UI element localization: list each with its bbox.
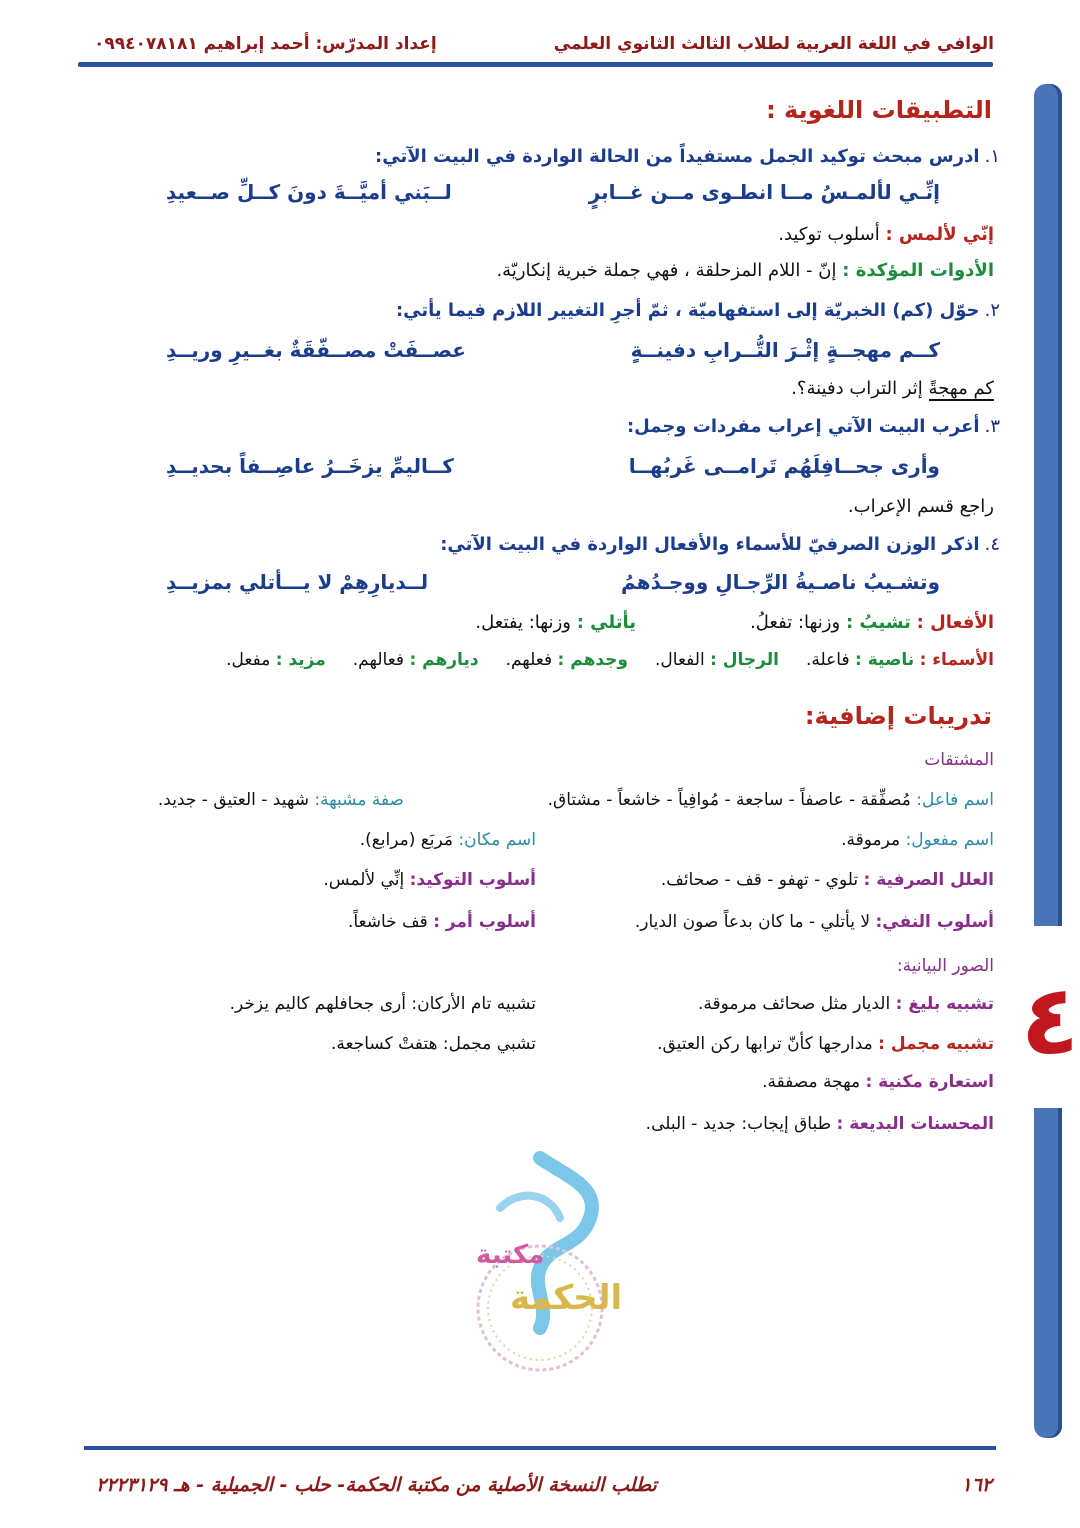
- question-number: ٣.: [984, 416, 1000, 437]
- item-text: طباق إيجاب: جديد - البلى.: [645, 1114, 832, 1134]
- footer-text: تطلب النسخة الأصلية من مكتبة الحكمة- حلب - الجميلية - هـ ٢٢٢٣١٢٩: [96, 1474, 657, 1496]
- question-1: [375, 146, 1000, 167]
- question-text: اذكر الوزن الصرفيّ للأسماء والأفعال الواردة في البيت الآتي:: [440, 534, 980, 555]
- noun-word: ناصية :: [855, 650, 915, 670]
- q2-answer: [791, 378, 994, 399]
- logo-line-1: مكتبة: [476, 1240, 545, 1270]
- q1-answer-1: [778, 224, 994, 245]
- item-label: اسم مفعول:: [905, 830, 994, 850]
- answer-text: إثر التراب دفينة؟.: [791, 378, 923, 399]
- ilal-line: [661, 870, 994, 890]
- question-3: [627, 416, 1000, 437]
- verbs-line: [750, 612, 994, 633]
- q3-answer: راجع قسم الإعراب.: [847, 496, 994, 517]
- footer-rule: [84, 1446, 996, 1450]
- question-2: [396, 300, 1000, 321]
- item-text: إنِّي لألمس.: [323, 870, 405, 890]
- header-author: إعداد المدرّس: أحمد إبراهيم ٠٩٩٤٠٧٨١٨١: [94, 34, 437, 54]
- library-logo: [440, 1148, 640, 1378]
- verb-weight: وزنها: تفعلُ.: [750, 612, 841, 633]
- mujmal-line: [657, 1034, 994, 1054]
- question-text: ادرس مبحث توكيد الجمل مستفيداً من الحالة الواردة في البيت الآتي:: [375, 146, 980, 167]
- verse-2-right: كــم مهجــةٍ إثْـرَ التُّــرابِ دفينــةٍ: [630, 338, 940, 362]
- answer-label: الأدوات المؤكدة :: [842, 260, 994, 281]
- item-text: مُصفِّقة - عاصفاً - ساجعة - مُوافِياً - خاشعاً - مشتاق.: [547, 790, 911, 810]
- nouns-label: الأسماء :: [919, 650, 994, 670]
- item-label: تشبيه مجمل :: [878, 1034, 994, 1054]
- item-label: اسم مكان:: [458, 830, 536, 850]
- verse-3-left: كــاليمِّ يزخَــرُ عاصِــفاً بحديــدِ: [166, 454, 454, 478]
- item-text: مهجة مصفقة.: [762, 1072, 861, 1092]
- section-title-extra-exercises: تدريبات إضافية:: [804, 702, 992, 730]
- side-tab-number: ٤: [1020, 964, 1080, 1076]
- question-text: أعرب البيت الآتي إعراب مفردات وجمل:: [626, 416, 980, 437]
- noun-weight: مفعل.: [226, 650, 271, 670]
- istiara-line: [762, 1072, 994, 1092]
- question-number: ١.: [984, 146, 1000, 167]
- figures-title: الصور البيانية:: [896, 956, 994, 976]
- tam-line: تشبيه تام الأركان: أرى جحافلهم كاليم يزخر.: [229, 994, 536, 1014]
- side-tab-top: [1034, 84, 1062, 926]
- item-text: مدارجها كأنّ ترابها ركن العتيق.: [657, 1034, 873, 1054]
- nafi-line: [635, 912, 994, 932]
- nouns-line: [226, 650, 994, 670]
- answer-text: أسلوب توكيد.: [778, 224, 880, 245]
- derivatives-title: المشتقات: [924, 750, 994, 770]
- item-text: قف خاشعاً.: [347, 912, 428, 932]
- verbs-label: الأفعال :: [916, 612, 994, 633]
- page-number: ١٦٢: [961, 1474, 992, 1496]
- amr-line: [348, 912, 536, 932]
- answer-underlined: كم مهجةً: [928, 378, 994, 399]
- item-text: شهيد - العتيق - جديد.: [157, 790, 309, 810]
- noun-word: وجدهم :: [557, 650, 628, 670]
- noun-weight: فاعلة.: [806, 650, 850, 670]
- item-label: المحسنات البديعة :: [836, 1114, 994, 1134]
- verb-weight: وزنها: يفتعل.: [475, 612, 571, 633]
- item-text: تلوي - تهفو - قف - صحائف.: [660, 870, 859, 890]
- side-tab-bottom: [1034, 1108, 1062, 1438]
- verse-4-right: وتشـيبُ ناصـيةُ الرِّجـالِ ووجـدُهمُ: [621, 570, 940, 594]
- noun-weight: الفعال.: [655, 650, 705, 670]
- noun-word: ديارهم :: [409, 650, 479, 670]
- item-label: صفة مشبهة:: [314, 790, 404, 810]
- item-text: مرموقة.: [841, 830, 901, 850]
- q1-answer-2: [496, 260, 994, 281]
- verse-2-left: عصــفَتْ مصــفّقَةٌ بغــيرِ وريــدِ: [166, 338, 466, 362]
- item-label: أسلوب التوكيد:: [409, 870, 536, 890]
- header-rule: [78, 62, 993, 67]
- verse-3-right: وأرى جحــافِلَهُم تَرامــى غَربُهــا: [628, 454, 940, 478]
- item-label: استعارة مكنية :: [865, 1072, 994, 1092]
- question-4: [440, 534, 1000, 555]
- item-label: أسلوب أمر :: [433, 912, 536, 932]
- maf3ul-line: [841, 830, 994, 850]
- item-label: تشبيه بليغ :: [895, 994, 994, 1014]
- item-label: العلل الصرفية :: [863, 870, 994, 890]
- badi-line: [646, 1114, 994, 1134]
- tawkid-line: [323, 870, 536, 890]
- item-label: اسم فاعل:: [916, 790, 994, 810]
- section-title-applications: التطبيقات اللغوية :: [766, 96, 992, 124]
- question-number: ٤.: [984, 534, 1000, 555]
- makan-line: [360, 830, 536, 850]
- noun-weight: فعلهم.: [505, 650, 553, 670]
- answer-text: إنّ - اللام المزحلقة ، فهي جملة خبرية إنكاريّة.: [496, 260, 837, 281]
- question-text: حوّل (كم) الخبريّة إلى استفهاميّة ، ثمّ أجرِ التغيير اللازم فيما يأتي:: [395, 300, 980, 321]
- item-label: أسلوب النفي:: [875, 912, 994, 932]
- verb-word: تشيبُ :: [845, 612, 911, 633]
- verb-2: [475, 612, 636, 633]
- item-text: مَربَع (مرابع).: [359, 830, 454, 850]
- noun-word: الرجال :: [710, 650, 779, 670]
- logo-line-2: الحكمة: [510, 1278, 623, 1318]
- noun-word: مزيد :: [275, 650, 326, 670]
- item-text: الديار مثل صحائف مرموقة.: [697, 994, 891, 1014]
- item-text: لا يأتلي - ما كان بدعاً صون الديار.: [634, 912, 871, 932]
- verse-1-left: لــبَني أميَّــةَ دونَ كــلِّ صــعيدِ: [166, 180, 452, 204]
- answer-label: إنّي لألمس :: [885, 224, 994, 245]
- baligh-line: [698, 994, 994, 1014]
- verse-4-left: لــديارِهِمْ لا يـــأتلي بمزيــدِ: [166, 570, 429, 594]
- question-number: ٢.: [984, 300, 1000, 321]
- verse-1-right: إنِّـي لألمـسُ مــا انطـوى مــن غــابرٍ: [588, 180, 940, 204]
- fa3il-line: [548, 790, 994, 810]
- mujmal2-line: تشبي مجمل: هتفتْ كساجعة.: [331, 1034, 536, 1054]
- noun-weight: فعالهم.: [352, 650, 405, 670]
- sifa-line: [158, 790, 404, 810]
- header-title: الوافي في اللغة العربية لطلاب الثالث الثانوي العلمي: [553, 34, 994, 54]
- verb-word: يأتلي :: [576, 612, 636, 633]
